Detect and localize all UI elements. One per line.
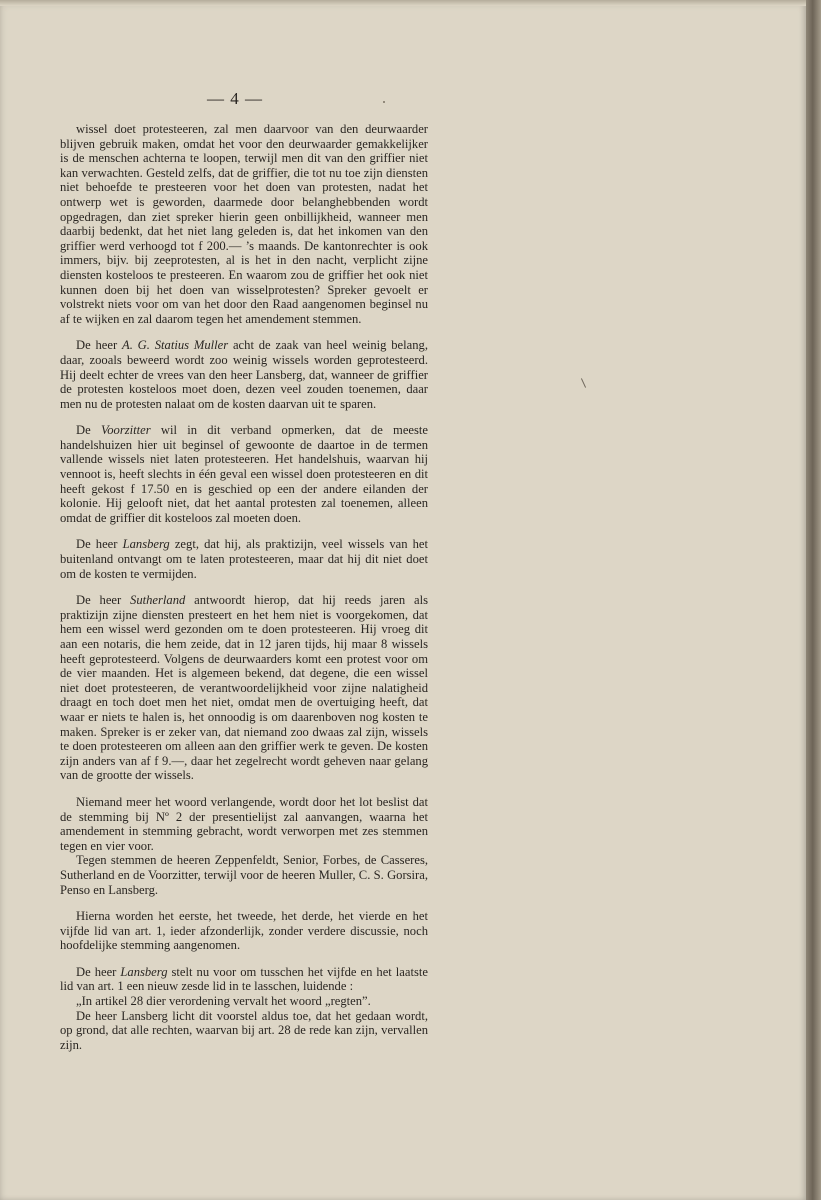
paragraph-text: Tegen stemmen de heeren Zeppenfeldt, Senior, Forbes, de Casseres, Sutherland en de Voorzitter, terwijl voor de heeren Muller, C. S. Gorsira, Penso en Lansberg. bbox=[60, 853, 428, 897]
speaker-name: Lansberg bbox=[122, 537, 170, 552]
paragraph bbox=[60, 853, 428, 897]
speaker-name: Voorzitter bbox=[100, 423, 151, 438]
speaker-lead: De bbox=[76, 423, 91, 438]
paragraph-text: Hierna worden het eerste, het tweede, het derde, het vierde en het vijfde lid van art. 1, ieder afzonderlijk, zonder verdere discussie, noch hoofdelijke stemming aangenomen. bbox=[60, 909, 428, 953]
paragraph bbox=[60, 994, 428, 1009]
paragraph-text: De heer Lansberg licht dit voorstel aldus toe, dat het gedaan wordt, op grond, dat alle rechten, waarvan bij art. 28 de rede kan zijn, vervallen zijn. bbox=[60, 1008, 428, 1052]
book-binding-edge bbox=[806, 0, 821, 1200]
paragraph bbox=[60, 423, 428, 525]
speaker-lead: De heer bbox=[76, 964, 117, 979]
quoted-amendment: „In artikel 28 dier verordening vervalt het woord „regten”. bbox=[76, 994, 371, 1009]
speaker-lead: De heer bbox=[76, 593, 122, 608]
paragraph bbox=[60, 593, 428, 783]
speaker-name: Lansberg bbox=[120, 964, 168, 979]
page-top-edge bbox=[0, 0, 806, 6]
paragraph-text: wissel doet protesteeren, zal men daarvoor van den deurwaarder blijven gebruik maken, omdat het voor den deurwaarder gemakkelijker is de menschen achterna te loopen, terwijl men dit van den griffier niet kan verwachten. Gesteld zelfs, dat de griffier, die tot nu toe zijn diensten niet behoefde te presteeren voor het doen van protesten, nadat het ontwerp wet is geworden, daarmede door belanghebbenden wordt opgedragen, dan ziet spreker hierin geen onbillijkheid, wanneer men daarbij bedenkt, dat het niet lang geleden is, dat het inkomen van den griffier werd verhoogd tot f 200.— ’s maands. De kantonrechter is ook immers, bijv. bij zeeprotesten, al is het in den nacht, verplicht zijne diensten kosteloos te presteeren. En waarom zou de griffier het ook niet kunnen doen bij het doen van wisselprotesten? Spreker gevoelt er volstrekt niets voor om van het door den Raad aangenomen beginsel nu af te wijken en zal daarom tegen het amendement stemmen. bbox=[60, 122, 428, 326]
paragraph-text: wil in dit verband opmerken, dat de meeste handelshuizen hier uit beginsel of gewoonte de daartoe in de termen vallende wissels niet laten protesteeren. Het handelshuis, waarvan hij vennoot is, heeft slechts in één geval een wissel doen protesteeren en dit heeft gekost f 17.50 en is geschied op een der andere eilanden der kolonie. Hij gelooft niet, dat het aantal protesten zal toenemen, alleen omdat de griffier dit kosteloos zal moeten doen. bbox=[60, 423, 429, 525]
speaker-name: A. G. Statius Muller bbox=[122, 338, 229, 353]
page-number: — 4 — bbox=[207, 89, 263, 108]
paragraph bbox=[60, 338, 428, 411]
pencil-mark bbox=[581, 378, 586, 387]
paragraph bbox=[60, 909, 428, 953]
paragraph bbox=[60, 965, 428, 994]
speaker-name: Sutherland bbox=[130, 593, 186, 608]
paragraph bbox=[60, 122, 428, 326]
paragraph-text: Niemand meer het woord verlangende, wordt door het lot beslist dat de stemming bij Nº 2 der presentielijst zal aanvangen, waarna het amendement in stemming gebracht, wordt verworpen met zes stemmen tegen en vier voor. bbox=[60, 794, 428, 853]
speaker-lead: De heer bbox=[76, 537, 118, 552]
paragraph-text: antwoordt hierop, dat hij reeds jaren als praktizijn zijne diensten presteert en het hem niet is voorgekomen, dat hem een wissel werd gezonden om te doen protesteeren. Hij vroeg dit aan een notaris, die hem zeide, dat in 12 jaren tijds, hij maar 8 wissels heeft geprotesteerd. Volgens de deurwaarders komt een protest voor om de vier maanden. Het is algemeen bekend, dat degene, die een wissel niet doet protesteeren, de verantwoordelijkheid voor zijne nalatigheid draagt en toch doet men het niet, omdat men de overtuiging heeft, dat waar er niets te halen is, het onnoodig is om daarenboven nog kosten te maken. Spreker is er zeker van, dat niemand zoo dwaas zal zijn, wissels te doen protesteeren om alleen aan den griffier werk te geven. De kosten zijn anders van af f 9.—, daar het zegelrecht wordt geheven naar gelang van de grootte der wissels. bbox=[60, 593, 428, 783]
paragraph-text: acht de zaak van heel weinig belang, daar, zooals beweerd wordt zoo weinig wissels worden geprotesteerd. Hij deelt echter de vrees van den heer Lansberg, dat, wanneer de griffier de protesten kosteloos moet doen, dezen veel zouden toenemen, daar men nu de protesten nalaat om de kosten daarvan uit te sparen. bbox=[60, 338, 428, 411]
body-text bbox=[60, 122, 428, 1064]
paragraph-text: stelt nu voor om tusschen het vijfde en het laatste lid van art. 1 een nieuw zesde lid in te lasschen, luidende : bbox=[60, 964, 428, 994]
paragraph-text: zegt, dat hij, als praktizijn, veel wissels van het buitenland ontvangt om te laten protesteeren, maar dat hij dit niet doet om de kosten te vermijden. bbox=[60, 537, 429, 581]
paragraph bbox=[60, 537, 428, 581]
paragraph bbox=[60, 1009, 428, 1053]
speaker-lead: De heer bbox=[76, 338, 118, 353]
paragraph bbox=[60, 795, 428, 853]
